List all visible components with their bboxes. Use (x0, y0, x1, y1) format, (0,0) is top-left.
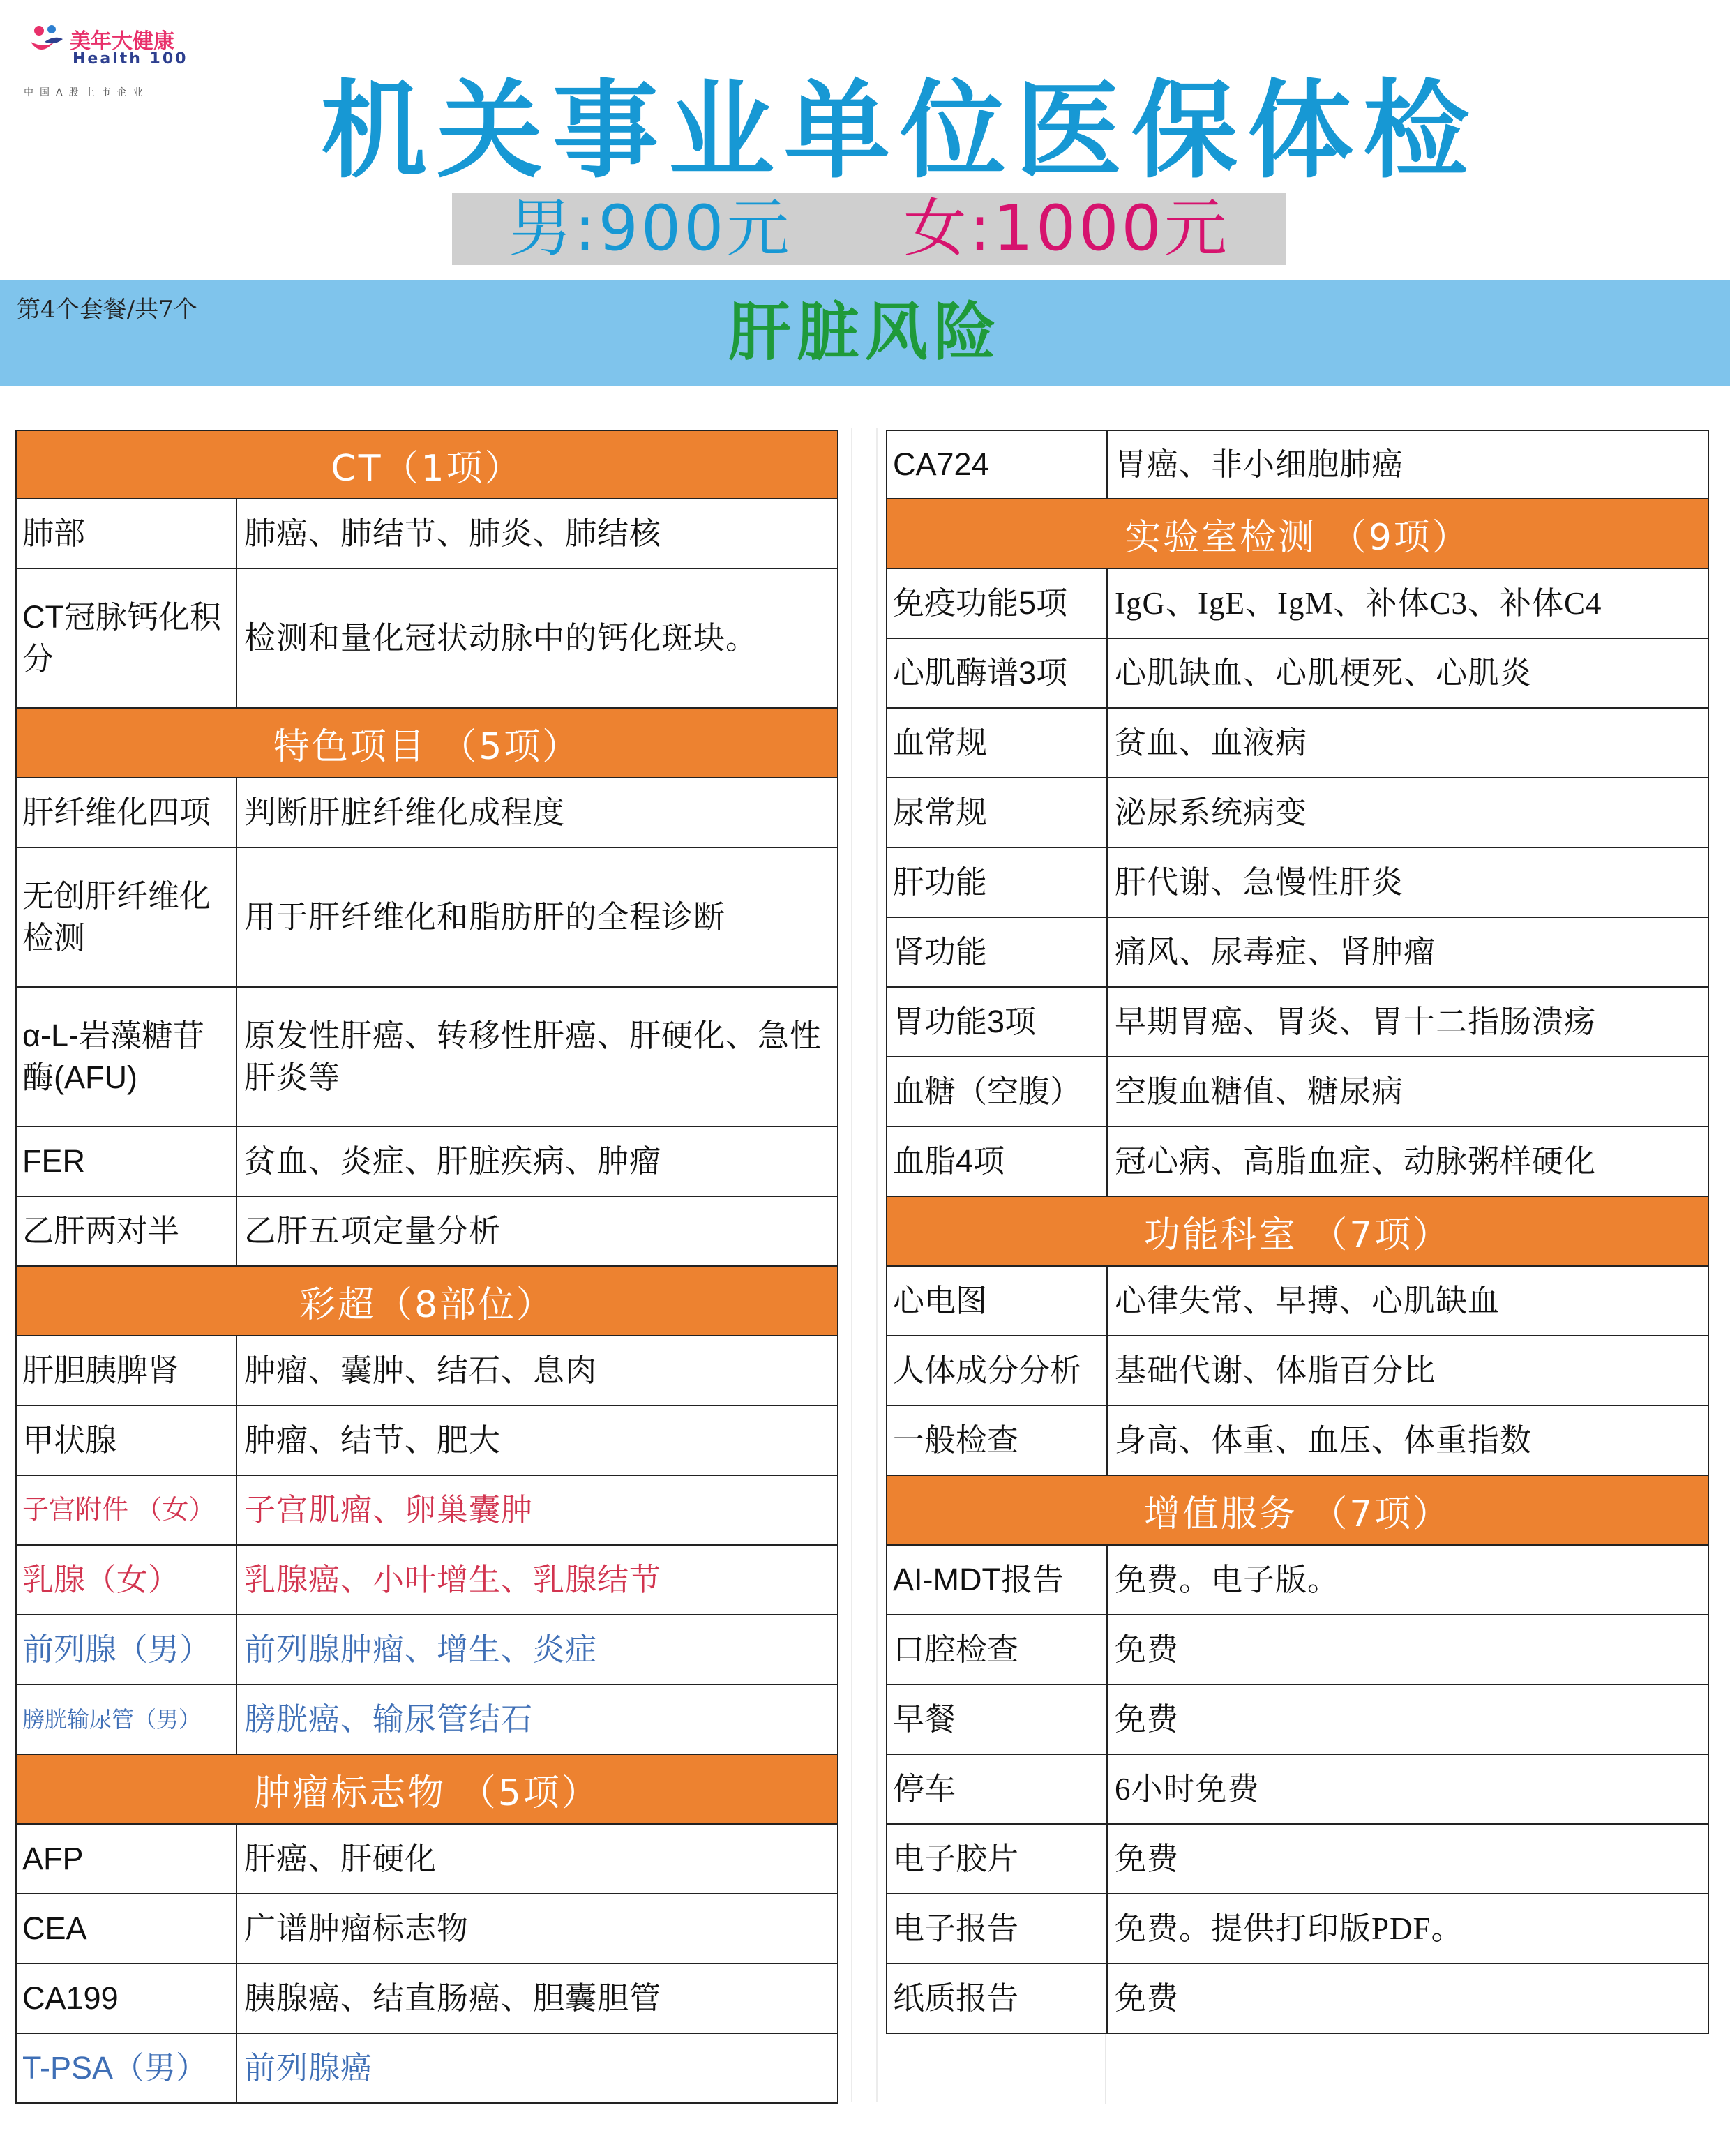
column-gap-line-left (851, 428, 852, 2102)
item-description: 用于肝纤维化和脂肪肝的全程诊断 (244, 900, 726, 935)
item-name: 甲状腺 (17, 1406, 237, 1475)
item-description: 空腹血糖值、糖尿病 (1115, 1074, 1404, 1109)
item-name: 早餐 (887, 1685, 1108, 1754)
item-description: IgG、IgE、IgM、补体C3、补体C4 (1115, 586, 1602, 621)
table-row (15, 1825, 838, 1894)
table-row (15, 1685, 838, 1755)
column-gap-line-right (876, 428, 878, 2102)
table-row (886, 1267, 1709, 1336)
item-description: 肿瘤、囊肿、结石、息肉 (244, 1353, 598, 1388)
table-row (15, 778, 838, 848)
item-name: 肾功能 (887, 918, 1108, 986)
item-name: CA724 (887, 431, 1108, 498)
section-header: CT（1项） (15, 430, 838, 499)
item-name: CA199 (17, 1964, 237, 2033)
item-description: 6小时免费 (1115, 1772, 1260, 1807)
item-description: 痛风、尿毒症、肾肿瘤 (1115, 935, 1436, 970)
item-name: 肺部 (17, 499, 237, 568)
table-row (15, 569, 838, 709)
item-description: 免费。电子版。 (1115, 1562, 1340, 1597)
item-name: 纸质报告 (887, 1964, 1108, 2033)
item-name: 膀胱输尿管（男） (17, 1685, 237, 1754)
item-description: 肝癌、肝硬化 (244, 1841, 437, 1876)
table-row (886, 1685, 1709, 1755)
item-name: 心电图 (887, 1267, 1108, 1335)
table-row (886, 918, 1709, 988)
table-row (15, 1476, 838, 1546)
table-row (886, 639, 1709, 709)
item-name: 人体成分分析 (887, 1336, 1108, 1405)
item-name: 血糖（空腹） (887, 1057, 1108, 1126)
item-description: 贫血、血液病 (1115, 725, 1308, 760)
item-description: 贫血、炎症、肝脏疾病、肿瘤 (244, 1144, 662, 1179)
brand-tagline: 中国A股上市企业 (24, 87, 149, 98)
package-index: 第4个套餐/共7个 (17, 296, 197, 324)
item-description: 原发性肝癌、转移性肝癌、肝硬化、急性肝炎等 (244, 1018, 822, 1095)
page-title: 机关事业单位医保体检 (321, 69, 1479, 193)
item-description: 检测和量化冠状动脉中的钙化斑块。 (244, 621, 758, 656)
left-item-table (15, 430, 838, 2104)
item-name: CEA (17, 1894, 237, 1963)
item-description: 广谱肿瘤标志物 (244, 1911, 469, 1946)
table-row (15, 1894, 838, 1964)
item-description: 胃癌、非小细胞肺癌 (1115, 447, 1404, 482)
right-item-table (886, 430, 1709, 2104)
section-header: 实验室检测 （9项） (886, 499, 1709, 569)
item-description: 免费 (1115, 1632, 1180, 1667)
item-name: 电子报告 (887, 1894, 1108, 1963)
item-name: AFP (17, 1825, 237, 1893)
item-description: 肿瘤、结节、肥大 (244, 1423, 502, 1458)
item-description: 判断肝脏纤维化成程度 (244, 795, 566, 830)
section-header: 功能科室 （7项） (886, 1197, 1709, 1267)
table-row (15, 1197, 838, 1267)
table-row (15, 1546, 838, 1615)
item-name: 前列腺（男） (17, 1615, 237, 1684)
table-row (886, 709, 1709, 778)
table-row (886, 1964, 1709, 2034)
item-name: 乙肝两对半 (17, 1197, 237, 1265)
item-name: 肝胆胰脾肾 (17, 1336, 237, 1405)
item-name: α-L-岩藻糖苷酶(AFU) (17, 988, 237, 1126)
table-row (886, 778, 1709, 848)
item-name: 血脂4项 (887, 1127, 1108, 1196)
table-row (15, 988, 838, 1127)
table-row (15, 2034, 838, 2104)
item-description: 膀胱癌、输尿管结石 (244, 1702, 534, 1737)
item-description: 基础代谢、体脂百分比 (1115, 1353, 1436, 1388)
item-name: 肝功能 (887, 848, 1108, 917)
table-row (886, 1336, 1709, 1406)
price-bar (452, 193, 1286, 265)
table-row (886, 1546, 1709, 1615)
left-item-grid (15, 430, 838, 2104)
brand-name: 美年大健康 (70, 29, 174, 54)
item-description: 子宫肌瘤、卵巢囊肿 (244, 1493, 534, 1528)
item-name: 电子胶片 (887, 1825, 1108, 1893)
section-header: 增值服务 （7项） (886, 1476, 1709, 1546)
item-description: 前列腺癌 (244, 2051, 373, 2086)
item-name: 免疫功能5项 (887, 569, 1108, 638)
item-name: 子宫附件 （女） (17, 1476, 237, 1544)
table-row (886, 1406, 1709, 1476)
item-name: 胃功能3项 (887, 988, 1108, 1056)
item-description: 冠心病、高脂血症、动脉粥样硬化 (1115, 1144, 1597, 1179)
item-description: 肝代谢、急慢性肝炎 (1115, 865, 1404, 900)
table-row (886, 1755, 1709, 1825)
item-description: 胰腺癌、结直肠癌、胆囊胆管 (244, 1981, 662, 2016)
item-name: 停车 (887, 1755, 1108, 1823)
package-band (0, 280, 1730, 386)
table-row (886, 988, 1709, 1057)
table-row (15, 499, 838, 569)
table-row (886, 569, 1709, 639)
item-name: 心肌酶谱3项 (887, 639, 1108, 707)
table-row (15, 848, 838, 988)
item-name: 血常规 (887, 709, 1108, 777)
item-name: 无创肝纤维化检测 (17, 848, 237, 986)
table-row (15, 1127, 838, 1197)
item-description: 身高、体重、血压、体重指数 (1115, 1423, 1533, 1458)
item-description: 免费 (1115, 1841, 1180, 1876)
item-name: 一般检查 (887, 1406, 1108, 1475)
table-row (886, 430, 1709, 499)
table-row (15, 1964, 838, 2034)
table-row (15, 1615, 838, 1685)
item-description: 免费。提供打印版PDF。 (1115, 1911, 1464, 1946)
item-description: 心律失常、早搏、心肌缺血 (1115, 1283, 1500, 1318)
table-row (886, 1894, 1709, 1964)
item-description: 免费 (1115, 1702, 1180, 1737)
price-male: 男:900元 (509, 192, 792, 265)
item-description: 免费 (1115, 1981, 1180, 2016)
section-header: 彩超（8部位） (15, 1267, 838, 1336)
table-row (886, 848, 1709, 918)
table-row (886, 1057, 1709, 1127)
item-description: 前列腺肿瘤、增生、炎症 (244, 1632, 598, 1667)
section-header: 肿瘤标志物 （5项） (15, 1755, 838, 1825)
item-name: T-PSA（男） (17, 2034, 237, 2102)
table-row (15, 1406, 838, 1476)
item-description: 肺癌、肺结节、肺炎、肺结核 (244, 516, 662, 551)
item-name: FER (17, 1127, 237, 1196)
item-description: 早期胃癌、胃炎、胃十二指肠溃疡 (1115, 1004, 1597, 1039)
item-name: AI-MDT报告 (887, 1546, 1108, 1614)
table-row (15, 1336, 838, 1406)
section-header: 特色项目 （5项） (15, 709, 838, 778)
brand-english-name: Health 100 (73, 50, 188, 68)
item-name: 尿常规 (887, 778, 1108, 847)
table-row (886, 1825, 1709, 1894)
package-name: 肝脏风险 (728, 296, 1002, 369)
empty-row (886, 2034, 1709, 2104)
item-name: 乳腺（女） (17, 1546, 237, 1614)
item-name: 口腔检查 (887, 1615, 1108, 1684)
price-female: 女:1000元 (903, 192, 1230, 265)
item-name: 肝纤维化四项 (17, 778, 237, 847)
empty-cell (886, 2034, 1106, 2104)
item-name: CT冠脉钙化积分 (17, 569, 237, 707)
table-row (886, 1615, 1709, 1685)
item-description: 泌尿系统病变 (1115, 795, 1308, 830)
right-item-grid (886, 430, 1709, 2104)
item-description: 心肌缺血、心肌梗死、心肌炎 (1115, 656, 1533, 691)
brand-logo-mark-icon (24, 21, 67, 64)
item-description: 乙肝五项定量分析 (244, 1214, 502, 1249)
table-row (886, 1127, 1709, 1197)
item-description: 乳腺癌、小叶增生、乳腺结节 (244, 1562, 662, 1597)
